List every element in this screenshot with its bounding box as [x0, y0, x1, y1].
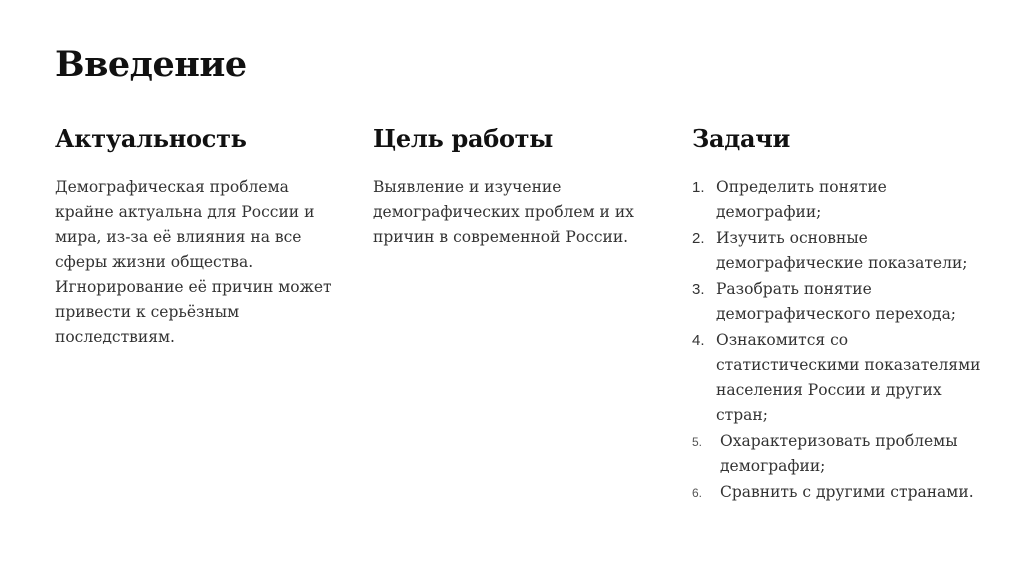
relevance-column [55, 124, 340, 350]
tasks-list [692, 175, 992, 506]
task-item [692, 480, 992, 506]
slide-title: Введение [55, 44, 247, 85]
task-text: Разобрать понятие демографического перехода; [716, 280, 957, 323]
task-item [692, 175, 992, 225]
tasks-column [692, 124, 992, 506]
task-text: Охарактеризовать проблемы демографии; [720, 432, 958, 475]
task-item [692, 328, 992, 428]
tasks-heading: Задачи [692, 124, 790, 153]
task-text: Ознакомится со статистическими показателями населения России и других стран; [716, 331, 981, 424]
goal-text: Выявление и изучение демографических проблем и их причин в современной России. [373, 178, 634, 246]
task-number: 4. [692, 332, 705, 349]
task-number: 1. [692, 179, 705, 196]
task-text: Изучить основные демографические показатели; [716, 229, 968, 272]
task-number: 5. [692, 435, 703, 449]
task-number: 3. [692, 281, 705, 298]
relevance-text: Демографическая проблема крайне актуальна для России и мира, из-за её влияния на все сферы жизни общества. Игнорирование её причин может привести к серьёзным последствиям. [55, 178, 332, 346]
task-item [692, 429, 992, 479]
goal-column [373, 124, 663, 250]
task-number: 6. [692, 486, 703, 500]
goal-heading: Цель работы [373, 124, 554, 153]
task-item [692, 277, 992, 327]
relevance-heading: Актуальность [55, 124, 247, 153]
task-number: 2. [692, 230, 705, 247]
task-text: Определить понятие демографии; [716, 178, 887, 221]
task-item [692, 226, 992, 276]
task-text: Сравнить с другими странами. [720, 483, 974, 501]
